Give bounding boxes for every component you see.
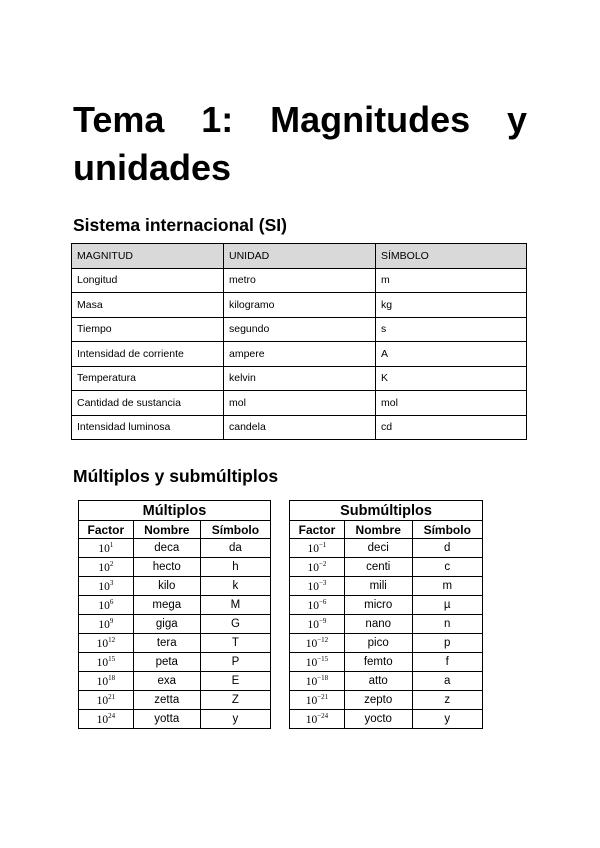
si-cell-unidad: metro: [224, 268, 376, 293]
si-cell-simbolo: s: [376, 317, 527, 342]
prefix-name-cell: giga: [133, 615, 200, 634]
si-cell-magnitud: Temperatura: [72, 366, 224, 391]
prefix-name-cell: nano: [344, 615, 412, 634]
multiples-body: [79, 539, 271, 729]
factor-exponent: −18: [317, 674, 329, 682]
si-cell-magnitud: Cantidad de sustancia: [72, 391, 224, 416]
submultiples-body: [290, 539, 483, 729]
si-cell-magnitud: Masa: [72, 293, 224, 318]
table-row: [79, 577, 271, 596]
factor-exponent: −24: [317, 712, 329, 720]
table-row: [72, 293, 527, 318]
factor-cell: [290, 539, 345, 558]
si-header-simbolo: SÍMBOLO: [376, 244, 527, 269]
factor-exponent: −12: [317, 636, 329, 644]
factor-cell: [79, 672, 134, 691]
factor-cell: [290, 691, 345, 710]
factor-exponent: 3: [109, 579, 114, 587]
prefix-symbol-cell: c: [412, 558, 483, 577]
prefix-symbol-cell: y: [412, 710, 483, 729]
prefix-symbol-cell: G: [200, 615, 270, 634]
si-cell-magnitud: Longitud: [72, 268, 224, 293]
factor-exponent: 9: [109, 617, 114, 625]
si-cell-unidad: kelvin: [224, 366, 376, 391]
factor-base: 10: [305, 638, 318, 650]
table-row: [79, 653, 271, 672]
table-row: [290, 672, 483, 691]
factor-exponent: 12: [108, 636, 116, 644]
factor-exponent: 6: [109, 598, 114, 606]
factor-cell: [79, 596, 134, 615]
prefix-symbol-cell: E: [200, 672, 270, 691]
prefix-name-cell: deca: [133, 539, 200, 558]
prefix-symbol-cell: M: [200, 596, 270, 615]
prefix-name-cell: peta: [133, 653, 200, 672]
table-row: [290, 539, 483, 558]
factor-exponent: −9: [318, 617, 327, 625]
table-row: [79, 634, 271, 653]
table-row: [79, 539, 271, 558]
table-row: [72, 317, 527, 342]
factor-base: 10: [305, 657, 318, 669]
prefix-name-cell: mega: [133, 596, 200, 615]
multiples-heading: Múltiplos y submúltiplos: [73, 466, 279, 486]
prefix-symbol-cell: p: [412, 634, 483, 653]
si-units-table: [71, 243, 527, 440]
factor-exponent: 18: [108, 674, 116, 682]
factor-cell: [290, 596, 345, 615]
factor-base: 10: [307, 562, 319, 574]
prefix-symbol-cell: m: [412, 577, 483, 596]
multiples-header-nombre: Nombre: [133, 521, 200, 539]
prefix-name-cell: mili: [344, 577, 412, 596]
table-row: [290, 577, 483, 596]
factor-base: 10: [307, 619, 319, 631]
prefix-name-cell: centi: [344, 558, 412, 577]
factor-base: 10: [307, 581, 319, 593]
factor-cell: [79, 653, 134, 672]
factor-exponent: −3: [318, 579, 327, 587]
si-heading: Sistema internacional (SI): [73, 215, 287, 235]
submultiples-caption: Submúltiplos: [290, 501, 483, 521]
prefix-symbol-cell: Z: [200, 691, 270, 710]
prefix-symbol-cell: da: [200, 539, 270, 558]
multiples-caption: Múltiplos: [79, 501, 271, 521]
si-cell-unidad: candela: [224, 415, 376, 440]
factor-exponent: −1: [318, 541, 327, 549]
table-row: [290, 596, 483, 615]
prefix-name-cell: femto: [344, 653, 412, 672]
factor-cell: [79, 691, 134, 710]
factor-cell: [290, 653, 345, 672]
submultiples-header-nombre: Nombre: [344, 521, 412, 539]
table-row: [79, 691, 271, 710]
si-cell-simbolo: kg: [376, 293, 527, 318]
prefix-symbol-cell: h: [200, 558, 270, 577]
submultiples-header-simbolo: Símbolo: [412, 521, 483, 539]
prefix-name-cell: kilo: [133, 577, 200, 596]
si-cell-unidad: mol: [224, 391, 376, 416]
prefix-symbol-cell: d: [412, 539, 483, 558]
multiples-table: [78, 500, 271, 729]
si-cell-magnitud: Intensidad luminosa: [72, 415, 224, 440]
multiples-header-factor: Factor: [79, 521, 134, 539]
factor-base: 10: [98, 562, 110, 574]
prefix-symbol-cell: k: [200, 577, 270, 596]
factor-cell: [79, 615, 134, 634]
factor-base: 10: [96, 714, 109, 726]
prefix-symbol-cell: a: [412, 672, 483, 691]
factor-base: 10: [96, 695, 109, 707]
page-title: Tema 1: Magnitudes y unidades: [73, 99, 527, 188]
factor-cell: [79, 558, 134, 577]
factor-base: 10: [98, 581, 110, 593]
submultiples-header-factor: Factor: [290, 521, 345, 539]
prefix-name-cell: atto: [344, 672, 412, 691]
factor-base: 10: [98, 600, 110, 612]
prefix-symbol-cell: f: [412, 653, 483, 672]
factor-exponent: −15: [317, 655, 329, 663]
prefix-name-cell: pico: [344, 634, 412, 653]
factor-base: 10: [98, 619, 110, 631]
si-cell-simbolo: A: [376, 342, 527, 367]
submultiples-table: [289, 500, 483, 729]
table-row: [72, 268, 527, 293]
factor-exponent: 2: [109, 560, 114, 568]
factor-cell: [79, 710, 134, 729]
factor-cell: [79, 577, 134, 596]
factor-cell: [79, 539, 134, 558]
factor-cell: [290, 710, 345, 729]
factor-exponent: −6: [318, 598, 327, 606]
table-row: [290, 653, 483, 672]
si-cell-simbolo: K: [376, 366, 527, 391]
factor-cell: [79, 634, 134, 653]
factor-base: 10: [307, 600, 319, 612]
factor-exponent: 15: [108, 655, 116, 663]
factor-exponent: −2: [318, 560, 327, 568]
factor-base: 10: [96, 657, 109, 669]
prefix-symbol-cell: P: [200, 653, 270, 672]
factor-base: 10: [305, 714, 318, 726]
factor-cell: [290, 615, 345, 634]
factor-cell: [290, 634, 345, 653]
table-row: [79, 615, 271, 634]
table-row: [290, 710, 483, 729]
table-row: [79, 672, 271, 691]
factor-cell: [290, 672, 345, 691]
prefix-symbol-cell: z: [412, 691, 483, 710]
si-cell-magnitud: Intensidad de corriente: [72, 342, 224, 367]
prefix-name-cell: zetta: [133, 691, 200, 710]
prefix-name-cell: tera: [133, 634, 200, 653]
factor-base: 10: [305, 676, 318, 688]
si-cell-unidad: kilogramo: [224, 293, 376, 318]
table-row: [290, 634, 483, 653]
table-row: [72, 415, 527, 440]
factor-exponent: 1: [109, 541, 114, 549]
prefix-name-cell: yocto: [344, 710, 412, 729]
multiples-header-simbolo: Símbolo: [200, 521, 270, 539]
prefix-name-cell: hecto: [133, 558, 200, 577]
factor-base: 10: [305, 695, 318, 707]
prefix-symbol-cell: µ: [412, 596, 483, 615]
prefix-name-cell: micro: [344, 596, 412, 615]
table-row: [72, 391, 527, 416]
si-cell-simbolo: mol: [376, 391, 527, 416]
prefix-name-cell: zepto: [344, 691, 412, 710]
table-row: [72, 366, 527, 391]
si-table-header-row: [72, 244, 527, 269]
factor-exponent: 21: [108, 693, 116, 701]
si-cell-unidad: ampere: [224, 342, 376, 367]
factor-cell: [290, 558, 345, 577]
si-header-unidad: UNIDAD: [224, 244, 376, 269]
factor-base: 10: [96, 638, 109, 650]
table-row: [79, 710, 271, 729]
table-row: [79, 596, 271, 615]
prefix-name-cell: yotta: [133, 710, 200, 729]
factor-base: 10: [307, 543, 319, 555]
si-header-magnitud: MAGNITUD: [72, 244, 224, 269]
prefix-name-cell: exa: [133, 672, 200, 691]
factor-base: 10: [98, 543, 110, 555]
si-cell-simbolo: m: [376, 268, 527, 293]
table-row: [290, 615, 483, 634]
si-cell-simbolo: cd: [376, 415, 527, 440]
prefix-symbol-cell: y: [200, 710, 270, 729]
si-cell-magnitud: Tiempo: [72, 317, 224, 342]
factor-exponent: −21: [317, 693, 329, 701]
si-cell-unidad: segundo: [224, 317, 376, 342]
prefix-name-cell: deci: [344, 539, 412, 558]
table-row: [72, 342, 527, 367]
factor-cell: [290, 577, 345, 596]
table-row: [290, 558, 483, 577]
factor-base: 10: [96, 676, 109, 688]
table-row: [79, 558, 271, 577]
table-row: [290, 691, 483, 710]
prefix-symbol-cell: n: [412, 615, 483, 634]
prefix-symbol-cell: T: [200, 634, 270, 653]
factor-exponent: 24: [108, 712, 116, 720]
